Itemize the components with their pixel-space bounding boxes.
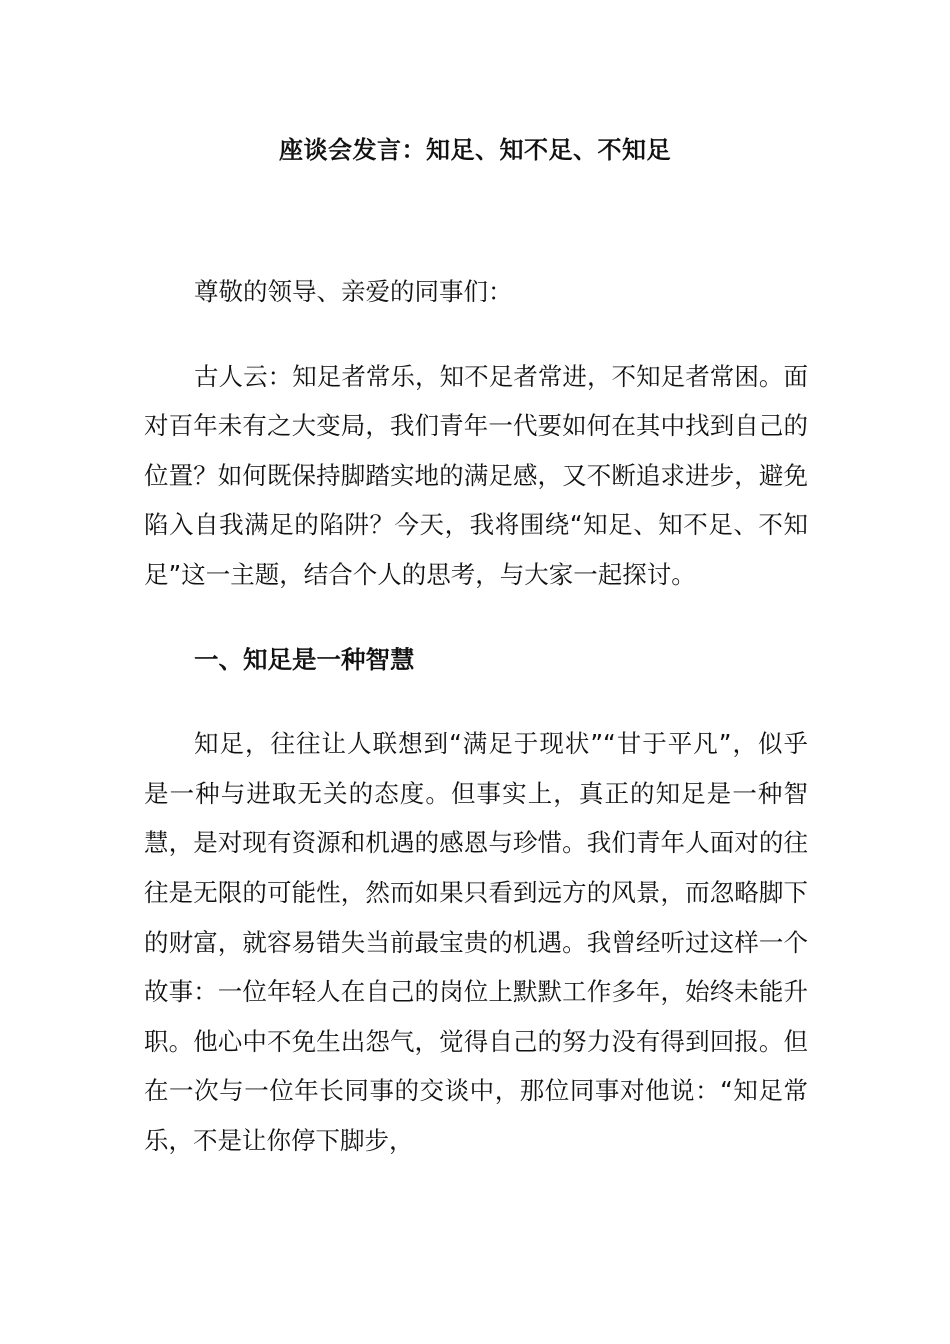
paragraph-gap <box>144 317 808 352</box>
paragraph-gap <box>144 600 808 635</box>
section-paragraph: 知足，往往让人联想到“满足于现状”“甘于平凡”，似乎是一种与进取无关的态度。但事实上，真正的知足是一种智慧，是对现有资源和机遇的感恩与珍惜。我们青年人面对的往往是无限的可能性，然而如果只看到远方的风景，而忽略脚下的财富，就容易错失当前最宝贵的机遇。我曾经听过这样一个故事：一位年轻人在自己的岗位上默默工作多年，始终未能升职。他心中不免生出怨气，觉得自己的努力没有得到回报。但在一次与一位年长同事的交谈中，那位同事对他说：“知足常乐，不是让你停下脚步， <box>144 729 808 1155</box>
section-heading: 一、知足是一种智慧 <box>194 644 415 674</box>
document-body <box>144 267 808 1166</box>
intro-paragraph: 古人云：知足者常乐，知不足者常进，不知足者常困。面对百年未有之大变局，我们青年一代要如何在其中找到自己的位置？如何既保持脚踏实地的满足感，又不断追求进步，避免陷入自我满足的陷阱？今天，我将围绕“知足、知不足、不知足”这一主题，结合个人的思考，与大家一起探讨。 <box>144 361 808 589</box>
paragraph-gap <box>144 684 808 719</box>
salutation: 尊敬的领导、亲爱的同事们： <box>194 277 513 306</box>
document-title: 座谈会发言：知足、知不足、不知足 <box>279 136 671 164</box>
